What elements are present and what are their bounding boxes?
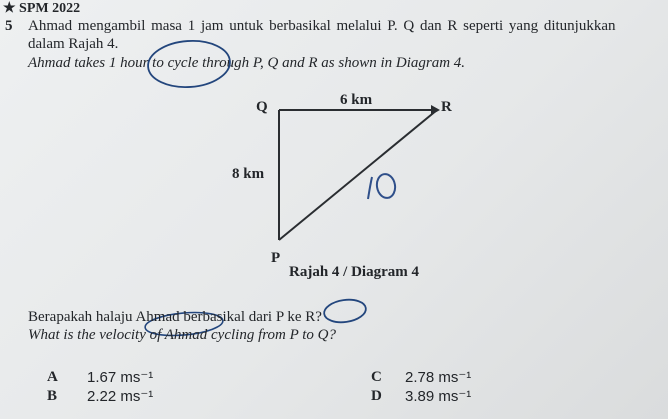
prompt-malay: Berapakah halaju Ahmad berbasikal dari P ke R? [28,309,322,325]
distance-qr-label: 6 km [340,92,373,108]
option-d-letter: D [371,388,382,404]
handwritten-circle-1-hour [146,38,231,90]
vertex-q-label: Q [256,99,268,115]
handwritten-one-stroke [368,177,372,199]
option-c-value: 2.78 ms⁻¹ [405,369,472,386]
option-b-value: 2.22 ms⁻¹ [87,388,154,405]
option-c-letter: C [371,369,382,385]
arrowhead-r [431,105,440,115]
option-b-letter: B [47,388,58,404]
handwritten-zero-stroke [375,173,397,200]
option-a-letter: A [47,369,58,385]
vertex-r-label: R [441,99,452,115]
question-text-malay-line2: dalam Rajah 4. [28,36,119,52]
edge-pr [279,110,437,240]
handwritten-circle-p-ke-r [323,297,368,325]
question-number: 5 [5,18,13,34]
option-a-value: 1.67 ms⁻¹ [87,369,154,386]
source-header: ★ SPM 2022 [3,1,81,16]
distance-qp-label: 8 km [232,166,265,182]
prompt-english: What is the velocity of Ahmad cycling from P to Q? [28,327,336,343]
vertex-p-label: P [271,250,281,266]
option-d-value: 3.89 ms⁻¹ [405,388,472,405]
diagram-caption: Rajah 4 / Diagram 4 [289,264,419,280]
question-text-english: Ahmad takes 1 hour to cycle through P, Q and R as shown in Diagram 4. [28,55,466,71]
question-text-malay-line1: Ahmad mengambil masa 1 jam untuk berbasikal melalui P. Q dan R seperti yang ditunjukkan [28,18,616,34]
